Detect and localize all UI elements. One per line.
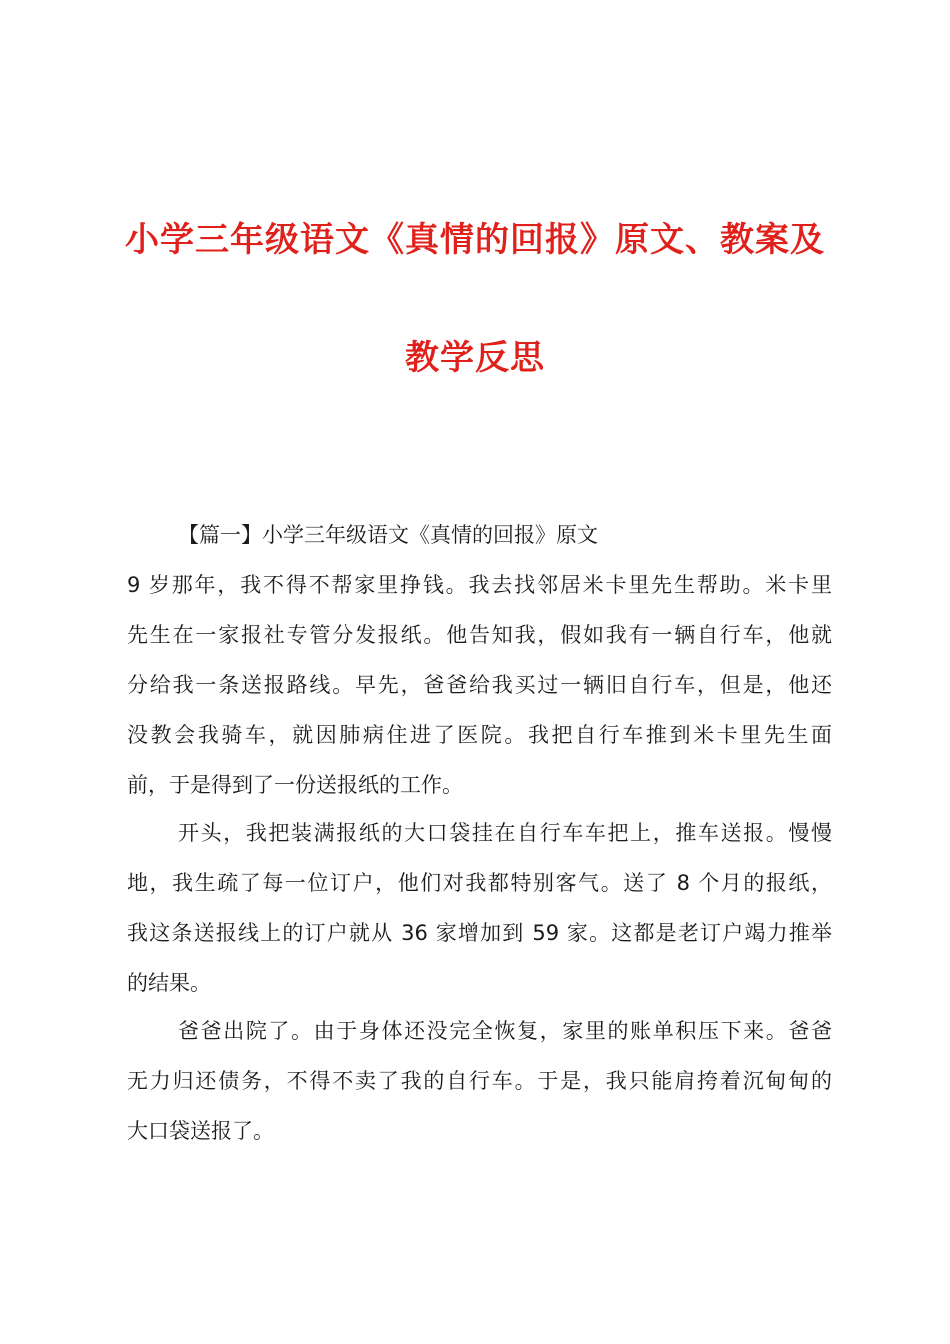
paragraph-3	[127, 1006, 832, 1156]
paragraph-1-line-1: 9 岁那年，我不得不帮家里挣钱。我去找邻居米卡里先生帮助。米卡里	[127, 573, 832, 597]
paragraph-2-line-1: 开头，我把装满报纸的大口袋挂在自行车车把上，推车送报。慢慢	[178, 821, 832, 845]
paragraph-1-line-4: 没教会我骑车，就因肺病住进了医院。我把自行车推到米卡里先生面	[127, 723, 832, 747]
section-heading: 【篇一】小学三年级语文《真情的回报》原文	[178, 523, 598, 547]
paragraph-1-line-3: 分给我一条送报路线。早先，爸爸给我买过一辆旧自行车，但是，他还	[127, 673, 832, 697]
paragraph-3-line-1: 爸爸出院了。由于身体还没完全恢复，家里的账单积压下来。爸爸	[178, 1019, 832, 1043]
paragraph-1-line-5: 前，于是得到了一份送报纸的工作。	[127, 773, 463, 797]
paragraph-1	[127, 560, 832, 810]
document-title-line-1: 小学三年级语文《真情的回报》原文、教案及	[125, 220, 825, 260]
paragraph-2-line-3: 我这条送报线上的订户就从 36 家增加到 59 家。这都是老订户竭力推举	[127, 921, 832, 945]
paragraph-2-line-4: 的结果。	[127, 971, 211, 995]
document-title-line-2: 教学反思	[405, 338, 545, 378]
paragraph-1-line-2: 先生在一家报社专管分发报纸。他告知我，假如我有一辆自行车，他就	[127, 623, 832, 647]
paragraph-2-line-2: 地，我生疏了每一位订户，他们对我都特别客气。送了 8 个月的报纸，	[127, 871, 832, 895]
paragraph-3-line-2: 无力归还债务，不得不卖了我的自行车。于是，我只能肩挎着沉甸甸的	[127, 1069, 832, 1093]
paragraph-2	[127, 808, 832, 1008]
paragraph-3-line-3: 大口袋送报了。	[127, 1119, 274, 1143]
